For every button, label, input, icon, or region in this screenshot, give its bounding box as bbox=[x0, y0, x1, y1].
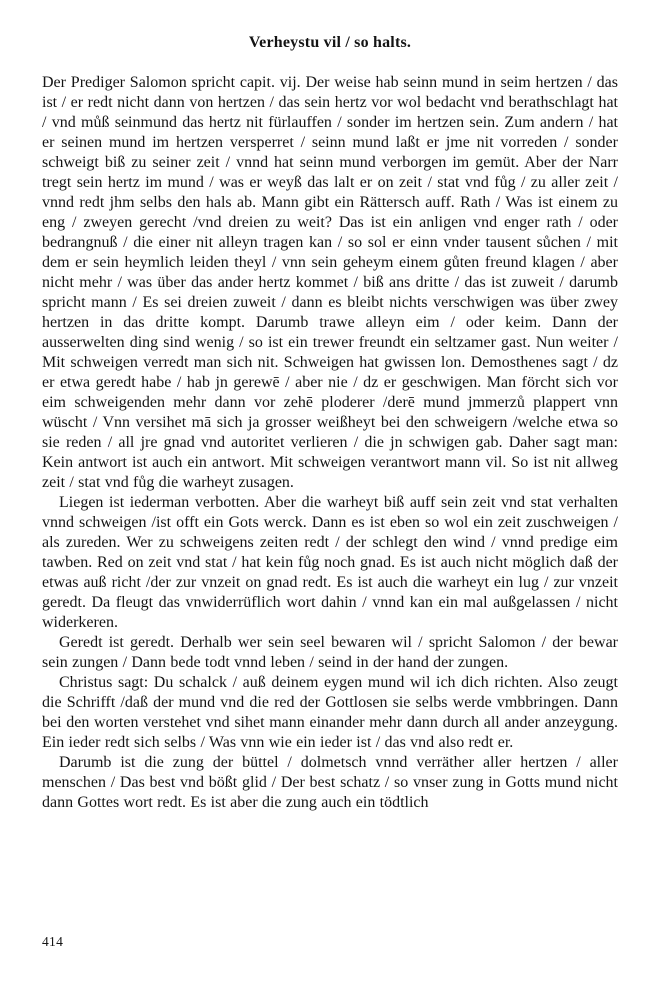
page-title: Verheystu vil / so halts. bbox=[248, 34, 412, 51]
page-number: 414 bbox=[42, 934, 64, 949]
paragraph: Christus sagt: Du schalck / auß deinem eygen mund wil ich dich richten. Also zeugt die Schrifft /daß der mund vnd die red der Gottlosen sie selbs werde vmbbringen. Dann bei den worten verstehet vnd sihet mann einander mehr dann durch all ander anzeygung. Ein ieder redt sich selbs / Was vnn wie ein ieder ist / das vnd also redt er. bbox=[42, 674, 618, 751]
text-block bbox=[42, 73, 618, 813]
paragraph: Der Prediger Salomon spricht capit. vij. Der weise hab seinn mund in seim hertzen / das ist / er redt nicht dann von hertzen / das sein hertz vor wol bedacht vnd berathschlagt hat / vnd můß seinmund das hertz nit fürlauffen / sonder im hertzen sein. Zum andern / hat er seinen mund im hertzen versperret / seinn mund laßt er jme nit vorreden / sonder schweigt biß zu seiner zeit / vnnd hat seinn mund verborgen im gemüt. Aber der Narr tregt sein hertz im mund / was er weyß das lalt er on zeit / stat vnd fůg / zu aller zeit / vnnd redt jhm selbs den hals ab. Mann gibt ein Rättersch auff. Rath / Was ist einem zu eng / zweyen gerecht /vnd dreien zu weit? Das ist ein anligen vnd enger rath / oder bedrangnuß / die einer nit alleyn tragen kan / so sol er einn vnder tausent sůchen / mit dem er sein heymlich leiden theyl / vnn sein geheym einem gůten freund klagen / aber nicht mehr / was über das ander hertz kommet / biß ans dritte / das ist zuweit / darumb spricht mann / Es sei dreien zuweit / dann es bleibt nichts verschwigen was über zwey hertzen in das dritte kompt. Darumb trawe alleyn eim / oder keim. Dann der ausserwelten ding sind wenig / so ist ein trewer freundt ein seltzamer gast. Nun weiter / Mit schweigen verredt man sich nit. Schweigen hat gwissen lon. Demosthenes sagt / dz er etwa geredt habe / hab jn gerewē / aber nie / dz er geschwigen. Man förcht sich vor eim schweigenden mehr dann vor zehē ploderer /derē mund jmmerzů plappert vnn wüscht / Vnn versihet mā sich ja grosser weißheyt bei den schweigern /welche etwa so sie reden / all jre gnad vnd autoritet verlieren / die jn schwigen gab. Daher sagt man: Kein antwort ist auch ein antwort. Mit schweigen verantwort mann vil. So ist nit allweg zeit / stat vnd fůg die warheyt zusagen. bbox=[42, 74, 618, 491]
paragraph: Darumb ist die zung der büttel / dolmetsch vnnd verräther aller hertzen / aller menschen / Das best vnd bößt glid / Der best schatz / so vnser zung in Gotts mund nicht dann Gottes wort redt. Es ist aber die zung auch ein tödtlich bbox=[42, 754, 618, 811]
paragraph: Geredt ist geredt. Derhalb wer sein seel bewaren wil / spricht Salomon / der bewar sein zungen / Dann bede todt vnnd leben / seind in der hand der zungen. bbox=[42, 634, 618, 671]
paragraph: Liegen ist iederman verbotten. Aber die warheyt biß auff sein zeit vnd stat verhalten vnnd schweigen /ist offt ein Gots werck. Dann es ist eben so wol ein zeit zuschweigen / als zureden. Wer zu schweigens zeiten redt / der schlegt den wind / vnnd predige eim tawben. Red on zeit vnd stat / hat kein fůg noch gnad. Es ist auch nicht möglich daß der etwas auß richt /der zur vnzeit on gnad redt. Es ist auch die warheyt ein lug / zur vnzeit geredt. Da fleugt das vnwiderrüflich wort dahin / vnnd kan ein mal außgelassen / nicht widerkeren. bbox=[42, 494, 618, 631]
